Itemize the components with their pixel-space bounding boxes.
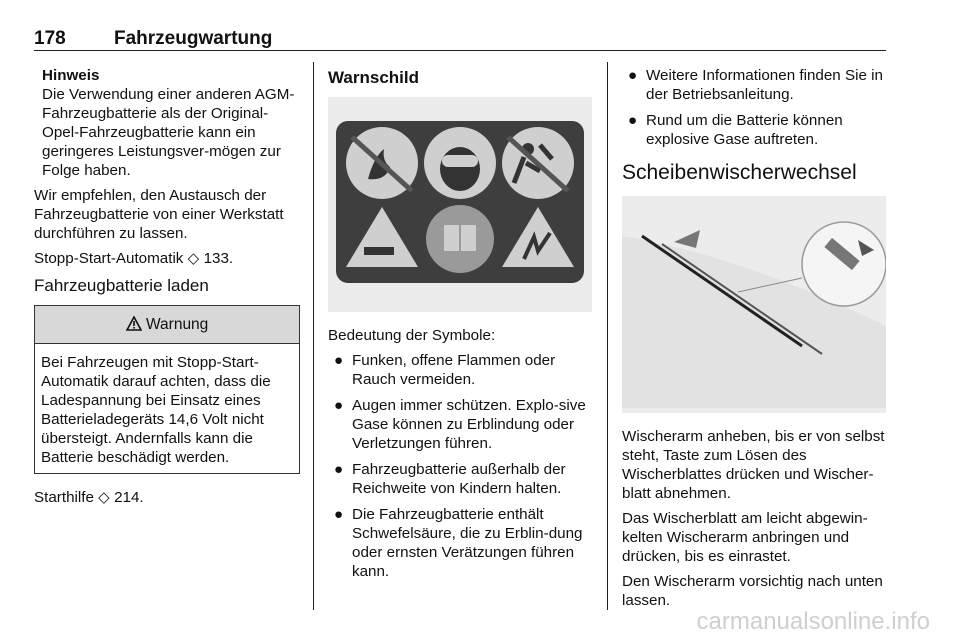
warning-header	[35, 306, 299, 344]
section-heading: Fahrzeugbatterie laden	[34, 276, 209, 295]
bullet-list	[328, 351, 592, 581]
cross-reference	[34, 249, 300, 268]
page-title: Fahrzeugwartung	[114, 28, 273, 49]
bullet-icon: ●	[334, 352, 344, 369]
bullet-icon: ●	[334, 506, 344, 523]
column-left	[34, 66, 300, 513]
paragraph: Den Wischerarm vorsichtig nach unten lassen.	[622, 573, 883, 609]
column-middle	[328, 66, 592, 588]
warning-label-image	[328, 97, 592, 312]
list-item	[622, 111, 886, 149]
ref-page-link[interactable]: 214.	[114, 489, 144, 506]
column-divider	[313, 62, 314, 610]
list-item	[622, 66, 886, 104]
list-item-text: Funken, offene Flammen oder Rauch vermeiden.	[352, 352, 556, 388]
bullet-icon: ●	[628, 67, 638, 84]
arrow-icon: ◇	[98, 489, 110, 506]
paragraph: Bedeutung der Symbole:	[328, 327, 496, 344]
ref-label: Stopp-Start-Automatik	[34, 250, 184, 267]
warning-triangle-icon	[126, 316, 142, 331]
list-item-text: Fahrzeugbatterie außerhalb der Reichweite von Kindern halten.	[352, 461, 566, 497]
warning-title: Warnung	[145, 316, 209, 333]
watermark: carmanualsonline.info	[696, 608, 930, 635]
battery-warning-symbols-image	[328, 97, 592, 307]
warning-text: Bei Fahrzeugen mit Stopp-Start-Automatik darauf achten, dass die Ladespannung bei Einsatz eines Batterieladegeräts 14,6 Volt nicht übersteigt. Andernfalls kann die Batterie beschädigt werden.	[41, 354, 271, 466]
cross-reference	[34, 488, 300, 507]
note-text: Die Verwendung einer anderen AGM-Fahrzeugbatterie als der Original-Opel-Fahrzeugbatterie kann ein geringeres Leistungsver-mögen zur Folge haben.	[42, 86, 295, 179]
page-header	[34, 28, 886, 51]
list-item-text: Rund um die Batterie können explosive Gase auftreten.	[646, 112, 843, 148]
wiper-image	[622, 196, 886, 413]
ref-label: Starthilfe	[34, 489, 94, 506]
list-item-text: Die Fahrzeugbatterie enthält Schwefelsäure, die zu Erblin-dung oder ernsten Verätzungen führen kann.	[352, 506, 583, 580]
bullet-icon: ●	[628, 112, 638, 129]
column-divider	[607, 62, 608, 610]
list-item	[328, 351, 592, 389]
section-heading: Warnschild	[328, 68, 419, 87]
page-number: 178	[34, 28, 66, 49]
paragraph: Wischerarm anheben, bis er von selbst steht, Taste zum Lösen des Wischerblattes drücken und Wischer-blatt abnehmen.	[622, 428, 885, 502]
list-item-text: Augen immer schützen. Explo-sive Gase können zu Erblindung oder Verletzungen führen.	[352, 397, 586, 452]
list-item	[328, 460, 592, 498]
list-item	[328, 505, 592, 581]
section-heading: Scheibenwischerwechsel	[622, 161, 857, 184]
bullet-icon: ●	[334, 397, 344, 414]
warning-box	[34, 305, 300, 474]
wiper-blade-illustration	[622, 196, 886, 408]
paragraph: Das Wischerblatt am leicht abgewin-kelten Wischerarm anbringen und drücken, bis es einrastet.	[622, 510, 868, 565]
paragraph: Wir empfehlen, den Austausch der Fahrzeugbatterie von einer Werkstatt durchführen zu lassen.	[34, 187, 284, 242]
column-right	[622, 66, 886, 616]
list-item-text: Weitere Informationen finden Sie in der Betriebsanleitung.	[646, 67, 883, 103]
arrow-icon: ◇	[187, 250, 200, 267]
bullet-list	[622, 66, 886, 149]
note-title: Hinweis	[42, 67, 100, 84]
list-item	[328, 396, 592, 453]
bullet-icon: ●	[334, 461, 344, 478]
ref-page-link[interactable]: 133.	[203, 250, 234, 267]
